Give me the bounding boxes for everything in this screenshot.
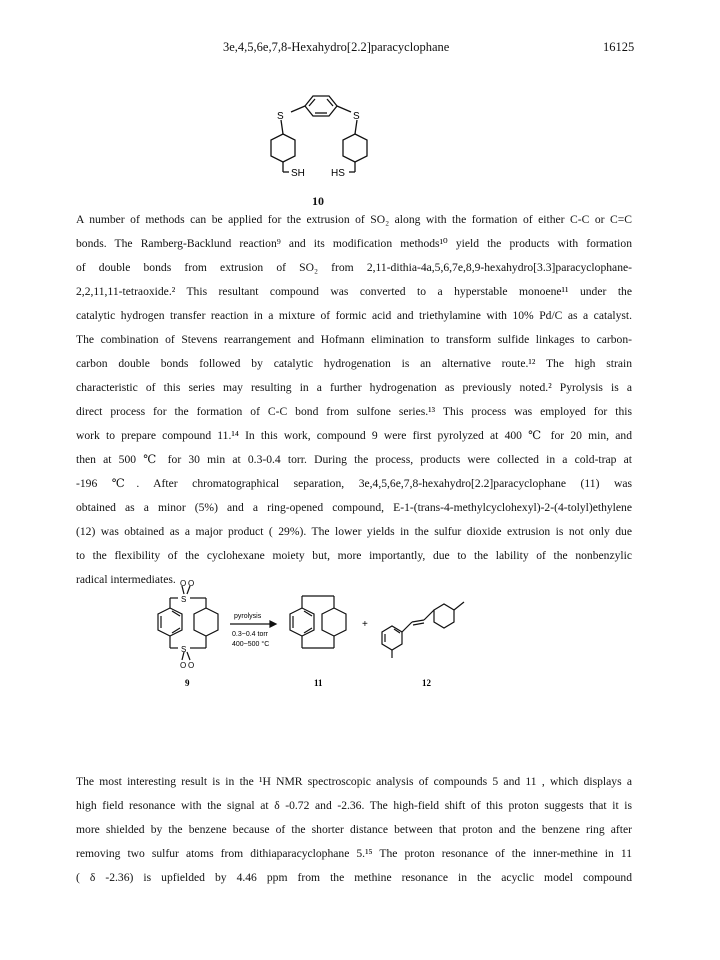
text-line: of double bonds from extrusion of SO₂ from 2,11-dithia-4a,5,6,7e,8,9-hexahydro[3.3]paracyclophane- [76, 261, 632, 274]
condition-pressure: 0.3~0.4 torr [232, 631, 268, 638]
atom-o: O [180, 580, 187, 588]
text-line: The most interesting result is in the ¹H NMR spectroscopic analysis of compounds 5 and 11 , which displays a [76, 775, 632, 788]
text-line: (12) was obtained as a major product ( 29%). The lower yields in the sulfur dioxide extrusion is not only due [76, 525, 632, 538]
atom-o: O [188, 580, 195, 588]
compound-9-label: 9 [185, 678, 190, 688]
paragraph-extrusion-methods [76, 208, 632, 592]
paragraph-nmr-analysis [76, 770, 632, 890]
group-sh: SH [291, 168, 305, 179]
text-line: The combination of Stevens rearrangement and Hofmann elimination to transform sulfide linkages to carbon- [76, 333, 632, 346]
group-hs: HS [331, 168, 345, 179]
text-line: removing two sulfur atoms from dithiaparacyclophane 5.¹⁵ The proton resonance of the inner-methine in 11 [76, 847, 632, 860]
compound-10-label: 10 [312, 194, 324, 208]
text-line: then at 500 ℃ for 30 min at 0.3-0.4 torr. During the process, products were collected in a cold-trap at [76, 453, 632, 466]
text-line: 2,2,11,11-tetraoxide.² This resultant compound was converted to a hyperstable monoene¹¹ under the [76, 285, 632, 298]
running-header [0, 40, 720, 60]
text-line: bonds. The Ramberg-Backlund reaction⁹ and its modification methods¹⁰ yield the products with formation [76, 237, 632, 250]
structure-10-drawing [255, 88, 385, 208]
text-line: more shielded by the benzene because of the shorter distance between that proton and the benzene ring after [76, 823, 632, 836]
pyrolysis-scheme [130, 580, 490, 690]
text-line: catalytic hydrogen transfer reaction in a mixture of formic acid and triethylamine with 10% Pd/C as a catalyst. [76, 309, 632, 322]
page-number: 16125 [603, 40, 635, 54]
text-line: carbon double bonds followed by catalytic hydrogenation is an alternative route.¹² The high strain [76, 357, 632, 370]
text-line: direct process for the formation of C-C bond from sulfone series.¹³ This process was employed for this [76, 405, 632, 418]
text-line: radical intermediates. [76, 573, 176, 586]
atom-o: O [180, 661, 187, 670]
atom-s-left: S [277, 111, 284, 122]
compound-12-label: 12 [422, 678, 431, 688]
text-line: A number of methods can be applied for the extrusion of SO₂ along with the formation of either C-C or C=C [76, 213, 632, 226]
text-line: obtained as a minor (5%) and a ring-opened compound, E-1-(trans-4-methylcyclohexyl)-2-(4-tolyl)ethylene [76, 501, 632, 514]
atom-s: S [181, 595, 187, 604]
condition-temperature: 400~500 °C [232, 641, 270, 648]
text-line: high field resonance with the signal at δ -0.72 and -2.36. The high-field shift of this proton suggests that it is [76, 799, 632, 812]
atom-s-right: S [353, 111, 360, 122]
atom-o: O [188, 661, 195, 670]
text-line: work to prepare compound 11.¹⁴ In this work, compound 9 were first pyrolyzed at 400 ℃ for 20 min, and [76, 429, 632, 442]
atom-s: S [181, 645, 187, 654]
text-line: to the flexibility of the cyclohexane moiety but, more importantly, due to the lability of the nonbenzylic [76, 549, 632, 562]
text-line: characteristic of this series may resulting in a further hydrogenation as previously noted.² Pyrolysis is a [76, 381, 632, 394]
text-line: ( δ -2.36) is upfielded by 4.46 ppm from the methine resonance in the acyclic model compound [76, 871, 632, 884]
compound-11-label: 11 [314, 678, 323, 688]
reagent-label: pyrolysis [234, 613, 262, 620]
running-title: 3e,4,5,6e,7,8-Hexahydro[2.2]paracyclophane [223, 40, 450, 54]
plus-sign: + [362, 619, 368, 630]
text-line: -196 ℃. After chromatographical separation, 3e,4,5,6e,7,8-hexahydro[2.2]paracyclophane (11) was [76, 477, 632, 490]
